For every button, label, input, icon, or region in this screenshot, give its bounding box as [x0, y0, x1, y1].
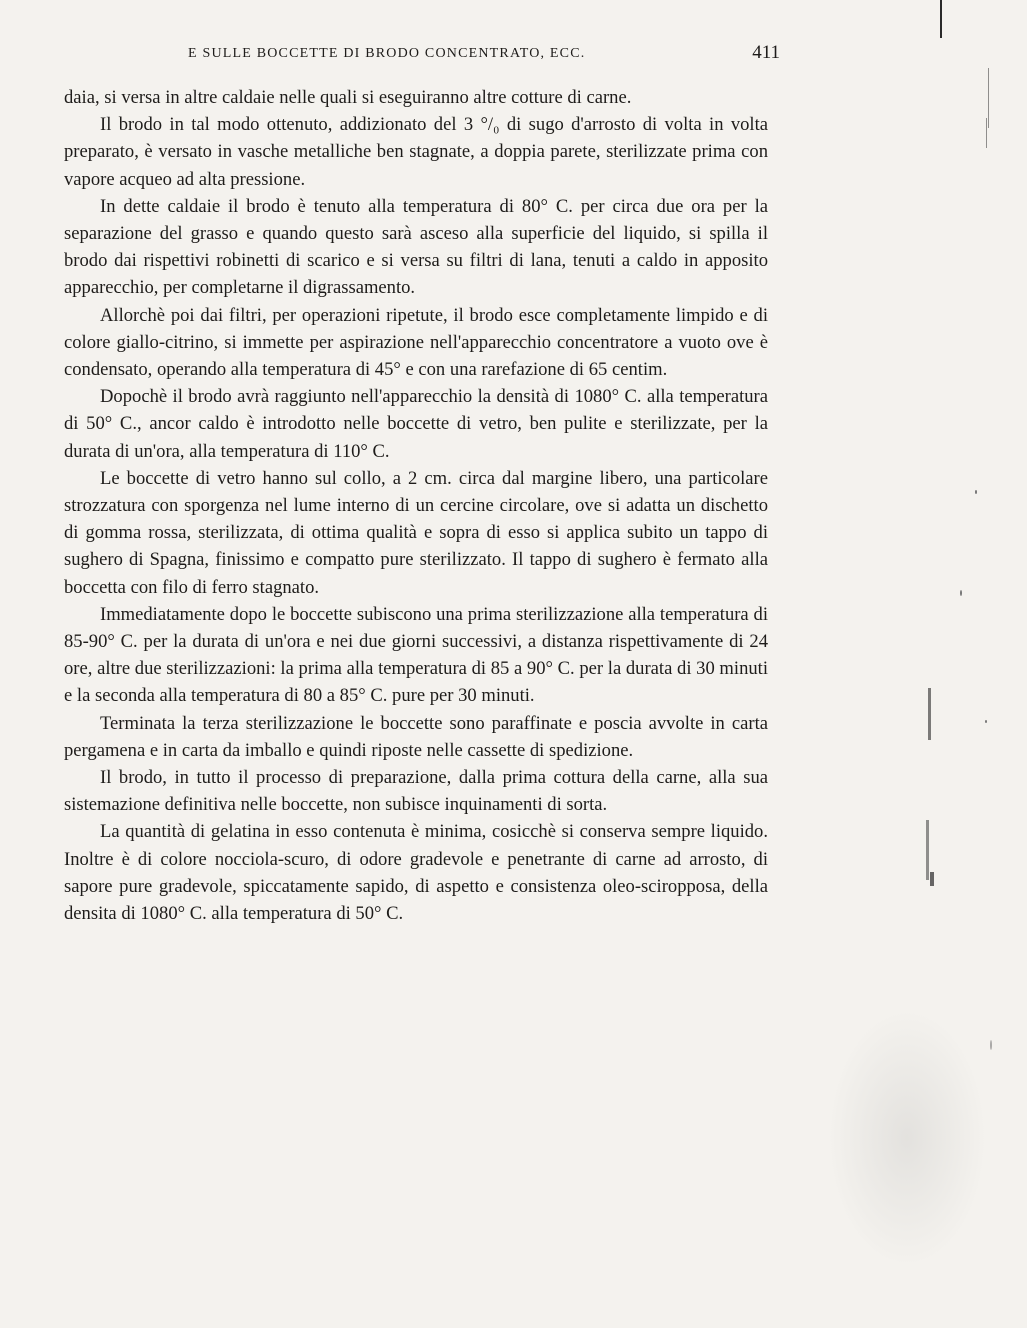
- scan-edge-mark-1: [988, 68, 989, 128]
- paragraph-10: La quantità di gelatina in esso contenuta è minima, cosicchè si conserva sempre liquido. Inoltre è di colore nocciola-scuro, di odore gradevole e penetrante di carne ad arrosto, di sapore pure gradevole, spiccatamente sapido, di aspetto e consistenza oleo-sciropposa, della densita di 1080° C. alla temperatura di 50° C.: [64, 821, 768, 925]
- paragraph-8: Terminata la terza sterilizzazione le boccette sono paraffinate e poscia avvolte in carta pergamena e in carta da imballo e quindi riposte nelle cassette di spedizione.: [64, 712, 768, 761]
- paragraph-2: Il brodo in tal modo ottenuto, addizionato del 3 °/₀ di sugo d'arrosto di volta in volta preparato, è versato in vasche metalliche ben stagnate, a doppia parete, sterilizzate prima con vapore acqueo ad alta pressione.: [64, 114, 768, 190]
- paragraph-5: Dopochè il brodo avrà raggiunto nell'apparecchio la densità di 1080° C. alla temperatura di 50° C., ancor caldo è introdotto nelle boccette di vetro, ben pulite e sterilizzate, per la durata di un'ora, alla temperatura di 110° C.: [64, 386, 768, 462]
- scan-speckle-2: [960, 590, 962, 596]
- scan-edge-mark-4: [926, 820, 929, 880]
- scan-edge-mark-5: [930, 872, 934, 886]
- running-title: E SULLE BOCCETTE DI BRODO CONCENTRATO, ECC.: [188, 46, 586, 61]
- scan-speckle-4: [990, 1040, 992, 1050]
- paragraph-6: Le boccette di vetro hanno sul collo, a 2 cm. circa dal margine libero, una particolare strozzatura con sporgenza nel lume interno di un cercine circolare, ove si adatta un dischetto di gomma rossa, sterilizzata, di ottima qualità e sopra di esso si applica subito un tappo di sughero di Spagna, finissimo e compatto pure sterilizzato. Il tappo di sughero è fermato alla boccetta con filo di ferro stagnato.: [64, 467, 768, 598]
- body-text: [64, 84, 768, 927]
- scan-edge-mark-3: [928, 688, 931, 740]
- page-number: 411: [752, 42, 780, 63]
- scan-edge-mark-2: [986, 118, 987, 148]
- paragraph-4: Allorchè poi dai filtri, per operazioni ripetute, il brodo esce completamente limpido e di colore giallo-citrino, si immette per aspirazione nell'apparecchio concentratore a vuoto ove è condensato, operando alla temperatura di 45° e con una rarefazione di 65 centim.: [64, 304, 768, 381]
- running-head: [60, 40, 780, 68]
- paragraph-9: Il brodo, in tutto il processo di preparazione, dalla prima cottura della carne, alla sua sistemazione definitiva nelle boccette, non subisce inquinamenti di sorta.: [64, 767, 768, 816]
- scan-smudge: [827, 1008, 987, 1268]
- scan-edge-mark-top: [940, 0, 942, 38]
- paragraph-1: daia, si versa in altre caldaie nelle quali si eseguiranno altre cotture di carne.: [64, 87, 632, 108]
- scan-speckle-1: [975, 490, 977, 494]
- paragraph-3: In dette caldaie il brodo è tenuto alla temperatura di 80° C. per circa due ora per la separazione del grasso e quando questo sarà asceso alla superficie del liquido, si spilla il brodo dai rispettivi robinetti di scarico e si versa su filtri di lana, tenuti a caldo in apposito apparecchio, per completarne il digrassamento.: [64, 195, 768, 299]
- scan-speckle-3: [985, 720, 987, 723]
- paragraph-7: Immediatamente dopo le boccette subiscono una prima sterilizzazione alla temperatura di 85-90° C. per la durata di un'ora e nei due giorni successivi, a distanza rispettivamente di 24 ore, altre due sterilizzazioni: la prima alla temperatura di 85 a 90° C. per la durata di 30 minuti e la seconda alla temperatura di 80 a 85° C. pure per 30 minuti.: [64, 603, 768, 707]
